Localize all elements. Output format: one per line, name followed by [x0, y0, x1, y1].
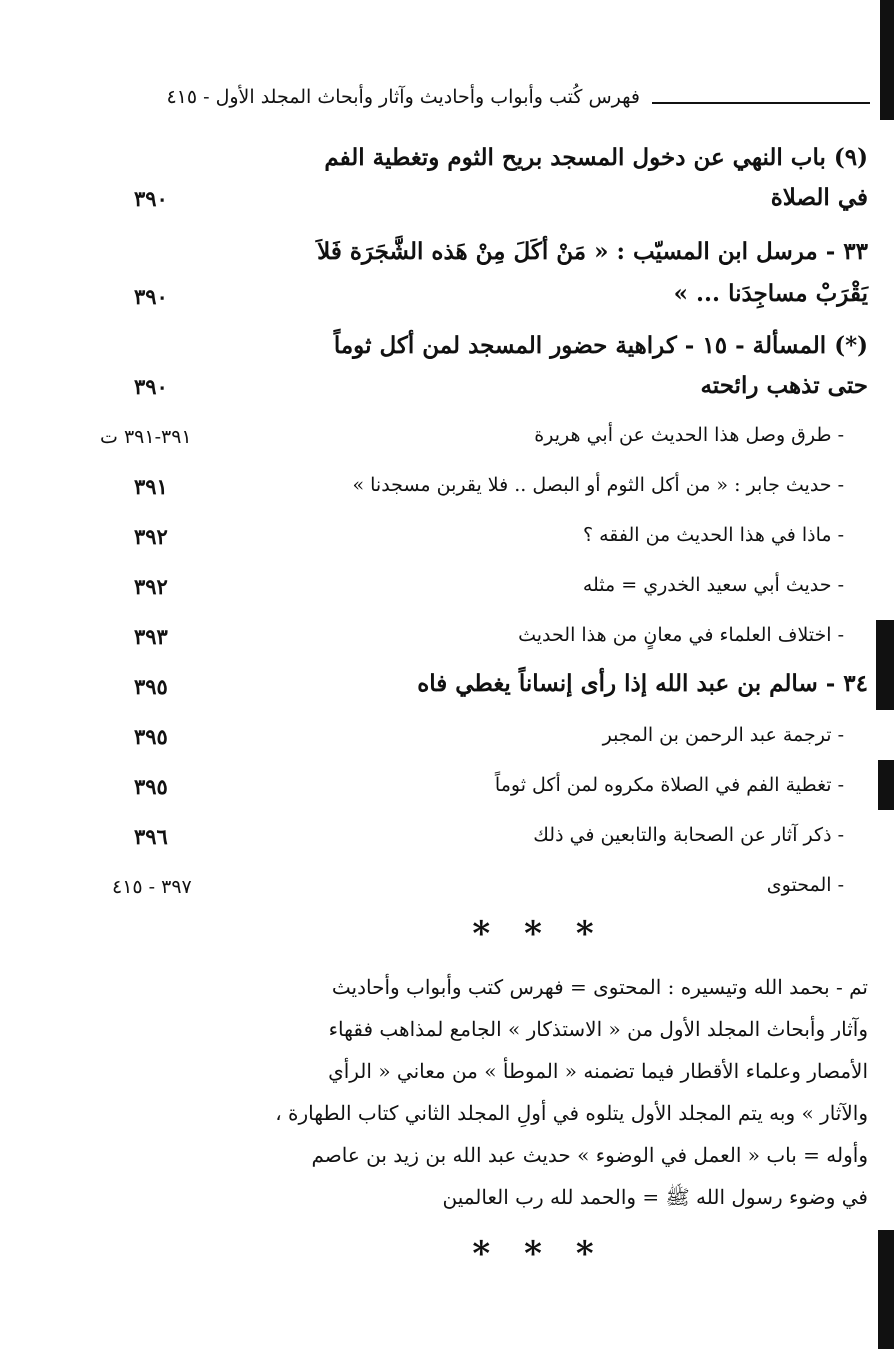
page-edge-mark: [876, 620, 894, 710]
issue-heading-cont: حتى تذهب رائحته: [700, 372, 868, 399]
hadith-heading-cont: يَقْرَبْ مساجِدَنا ... »: [673, 280, 868, 307]
header-title: فهرس كُتب وأبواب وأحاديث وآثار وأبحاث المجلد الأول - ٤١٥: [166, 86, 640, 108]
hadith-heading: ٣٤ - سالم بن عبد الله إذا رأى إنساناً يغطي فاه: [417, 670, 868, 697]
issue-heading: (*) المسألة - ١٥ - كراهية حضور المسجد لمن أكل ثوماً: [333, 332, 868, 359]
index-entry: - ترجمة عبد الرحمن بن المجبر: [602, 724, 844, 746]
page-number: ٣٩٥: [134, 774, 168, 799]
index-entry: - حديث أبي سعيد الخدري = مثله: [582, 574, 844, 596]
page-number: ٣٩٠: [134, 284, 168, 309]
section-heading: (٩) باب النهي عن دخول المسجد بريح الثوم وتغطية الفم: [324, 144, 868, 171]
page-number: ٣٩٠: [134, 186, 168, 211]
closing-line: تم - بحمد الله وتيسيره : المحتوى = فهرس كتب وأبواب وأحاديث: [331, 975, 868, 999]
index-entry: - ذكر آثار عن الصحابة والتابعين في ذلك: [533, 824, 844, 846]
page-edge-mark: [878, 1230, 894, 1349]
index-entry: - اختلاف العلماء في معانٍ من هذا الحديث: [518, 624, 844, 646]
closing-line: الأمصار وعلماء الأقطار فيما تضمنه « الموطأ » من معاني « الرأي: [328, 1059, 868, 1083]
page-number: ٣٩١-٣٩١ ت: [100, 426, 192, 448]
separator-stars-end: ***: [472, 1234, 628, 1274]
page-number: ٣٩٠: [134, 374, 168, 399]
closing-line: والآثار » وبه يتم المجلد الأول يتلوه في أولِ المجلد الثاني كتاب الطهارة ،: [275, 1101, 868, 1125]
page-number: ٣٩٥: [134, 724, 168, 749]
page-number: ٣٩٥: [134, 674, 168, 699]
index-entry: - المحتوى: [766, 874, 844, 896]
closing-line: وأوله = باب « العمل في الوضوء » حديث عبد الله بن زيد بن عاصم: [311, 1143, 868, 1167]
separator-stars: ***: [472, 914, 628, 954]
page-edge-mark: [878, 760, 894, 810]
page-number: ٣٩٣: [134, 624, 168, 649]
page-number: ٣٩٦: [134, 824, 168, 849]
running-header: [118, 86, 870, 120]
header-rule: [652, 102, 870, 104]
closing-line: في وضوء رسول الله ﷺ = والحمد لله رب العالمين: [442, 1185, 868, 1209]
page-number: ٣٩٢: [134, 524, 168, 549]
closing-line: وآثار وأبحاث المجلد الأول من « الاستذكار » الجامع لمذاهب فقهاء: [328, 1017, 868, 1041]
section-heading-cont: في الصلاة: [770, 184, 868, 211]
hadith-heading: ٣٣ - مرسل ابن المسيّب : « مَنْ أكَلَ مِنْ هَذه الشَّجَرَة فَلاَ: [317, 238, 868, 265]
page-edge-mark: [880, 0, 894, 120]
page-number: ٣٩٢: [134, 574, 168, 599]
page-number: ٣٩١: [134, 474, 168, 499]
index-entry: - حديث جابر : « من أكل الثوم أو البصل .. فلا يقربن مسجدنا »: [352, 474, 844, 496]
page-number: ٣٩٧ - ٤١٥: [112, 876, 192, 898]
closing-paragraph: [218, 966, 868, 1218]
index-entry: - طرق وصل هذا الحديث عن أبي هريرة: [534, 424, 844, 446]
index-entry: - ماذا في هذا الحديث من الفقه ؟: [582, 524, 844, 546]
index-entry: - تغطية الفم في الصلاة مكروه لمن أكل ثوماً: [494, 774, 844, 796]
